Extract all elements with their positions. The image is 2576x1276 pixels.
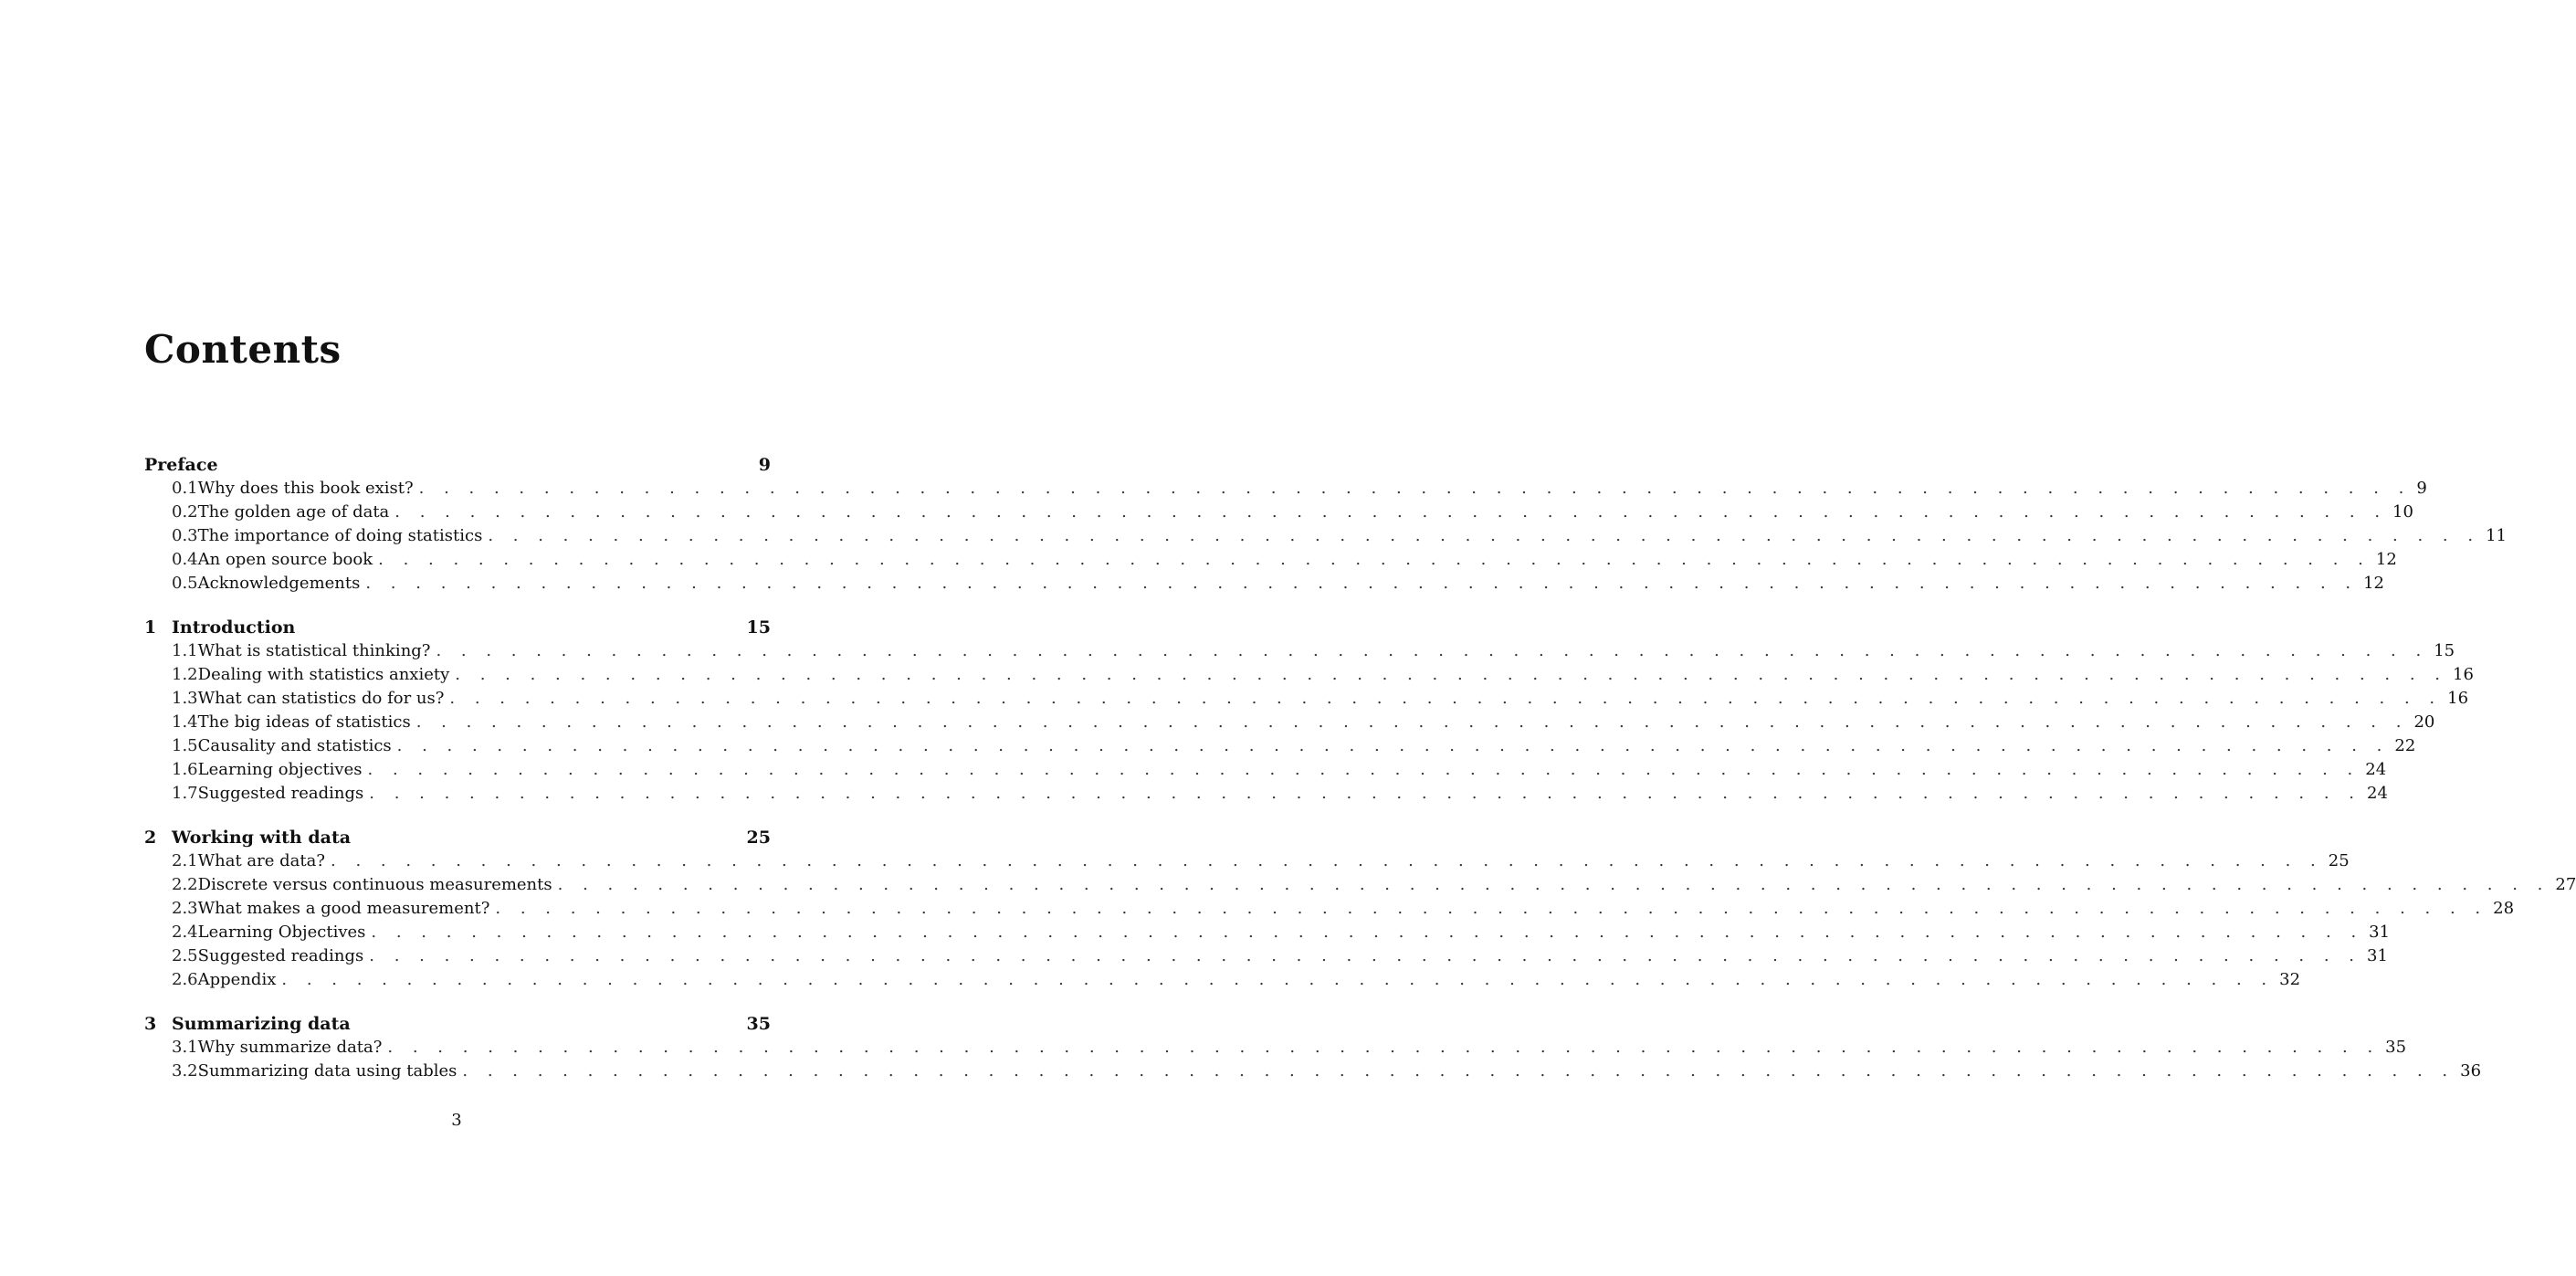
toc-section-entry[interactable] (144, 782, 2388, 806)
page-number: 3 (451, 1111, 462, 1130)
section-number: 0.2 (172, 502, 198, 522)
toc-section-entry[interactable] (144, 572, 2385, 596)
dot-leader: . . . . . . . . . . . . . . . . . . . . . . . . . . . . . . . . . . . . . . . . . . . . . . . . . . . . . . . . . . . . . . . . . . . . . . . . . . . . . . . . (378, 550, 2371, 569)
chapter-number: 3 (144, 1014, 157, 1034)
toc-section-entry[interactable] (144, 501, 2413, 524)
section-page-number: 31 (2369, 923, 2391, 942)
chapter-title: Preface (144, 455, 218, 475)
section-page-number: 36 (2460, 1061, 2482, 1081)
toc-section-entry[interactable] (144, 639, 2455, 663)
dot-leader: . . . . . . . . . . . . . . . . . . . . . . . . . . . . . . . . . . . . . . . . . . . . . . . . . . . . . . . . . . . . . . . . . . . . . . . . . . . . . . . . (449, 689, 2443, 708)
section-page-number: 22 (2394, 736, 2416, 755)
chapter-title: Working with data (172, 828, 352, 848)
section-title: Suggested readings (197, 946, 364, 965)
chapter-page-number: 15 (746, 617, 771, 638)
chapter-page-number: 25 (746, 828, 771, 848)
chapter-number: 2 (144, 828, 157, 848)
chapter-page-number: 35 (746, 1014, 771, 1034)
section-number: 1.4 (172, 712, 198, 732)
section-number: 2.6 (172, 970, 198, 989)
toc-section-entry[interactable] (144, 524, 2507, 548)
toc-chapter (144, 826, 2576, 992)
toc-section-entry[interactable] (144, 873, 2576, 897)
toc-section-entry[interactable] (144, 758, 2387, 782)
toc-section-entry[interactable] (144, 734, 2416, 758)
section-title: What makes a good measurement? (197, 899, 490, 918)
toc-section-entry[interactable] (144, 1036, 2407, 1060)
toc-section-entry[interactable] (144, 548, 2397, 572)
section-title: Discrete versus continuous measurements (197, 875, 552, 894)
page-title: Contents (144, 327, 342, 372)
toc-chapter-entry[interactable] (144, 1012, 771, 1036)
dot-leader: . . . . . . . . . . . . . . . . . . . . . . . . . . . . . . . . . . . . . . . . . . . . . . . . . . . . . . . . . . . . . . . . . . . . . . . . . . . . . . . . (365, 574, 2359, 593)
section-title: What are data? (197, 851, 325, 870)
toc-section-entry[interactable] (144, 663, 2474, 687)
section-title: Summarizing data using tables (197, 1061, 457, 1081)
section-title: Learning Objectives (197, 923, 366, 942)
section-page-number: 12 (2363, 574, 2385, 593)
chapter-page-number: 9 (758, 455, 771, 475)
section-number: 3.2 (172, 1061, 198, 1081)
section-title: Dealing with statistics anxiety (197, 665, 450, 684)
dot-leader: . . . . . . . . . . . . . . . . . . . . . . . . . . . . . . . . . . . . . . . . . . . . . . . . . . . . . . . . . . . . . . . . . . . . . . . . . . . . . . . . (369, 946, 2361, 965)
dot-leader: . . . . . . . . . . . . . . . . . . . . . . . . . . . . . . . . . . . . . . . . . . . . . . . . . . . . . . . . . . . . . . . . . . . . . . . . . . . . . . . . (436, 641, 2429, 660)
chapter-title: Introduction (172, 617, 296, 638)
section-page-number: 11 (2486, 526, 2507, 545)
section-title: Why does this book exist? (197, 479, 414, 498)
section-title: Acknowledgements (197, 574, 361, 593)
dot-leader: . . . . . . . . . . . . . . . . . . . . . . . . . . . . . . . . . . . . . . . . . . . . . . . . . . . . . . . . . . . . . . . . . . . . . . . . . . . . . . . . (462, 1061, 2455, 1081)
dot-leader: . . . . . . . . . . . . . . . . . . . . . . . . . . . . . . . . . . . . . . . . . . . . . . . . . . . . . . . . . . . . . . . . . . . . . . . . . . . . . . . . (281, 970, 2275, 989)
section-page-number: 27 (2555, 875, 2576, 894)
section-number: 2.3 (172, 899, 198, 918)
section-page-number: 15 (2434, 641, 2455, 660)
toc-section-entry[interactable] (144, 944, 2388, 968)
toc-section-entry[interactable] (144, 687, 2469, 711)
section-number: 1.7 (172, 784, 198, 803)
toc-chapter (144, 1012, 2482, 1083)
section-number: 0.1 (172, 479, 198, 498)
toc-chapter (144, 616, 2474, 806)
dot-leader: . . . . . . . . . . . . . . . . . . . . . . . . . . . . . . . . . . . . . . . . . . . . . . . . . . . . . . . . . . . . . . . . . . . . . . . . . . . . . . . . (488, 526, 2481, 545)
section-number: 2.5 (172, 946, 198, 965)
section-title: Why summarize data? (197, 1038, 383, 1057)
section-number: 1.2 (172, 665, 198, 684)
toc-section-entry[interactable] (144, 968, 2301, 992)
dot-leader: . . . . . . . . . . . . . . . . . . . . . . . . . . . . . . . . . . . . . . . . . . . . . . . . . . . . . . . . . . . . . . . . . . . . . . . . . . . . . . . . (415, 712, 2409, 732)
dot-leader: . . . . . . . . . . . . . . . . . . . . . . . . . . . . . . . . . . . . . . . . . . . . . . . . . . . . . . . . . . . . . . . . . . . . . . . . . . . . . . . . (369, 784, 2361, 803)
toc-section-entry[interactable] (144, 849, 2350, 873)
chapter-title: Summarizing data (172, 1014, 351, 1034)
section-page-number: 12 (2375, 550, 2397, 569)
section-page-number: 24 (2367, 784, 2388, 803)
section-page-number: 16 (2453, 665, 2474, 684)
section-page-number: 31 (2367, 946, 2388, 965)
section-title: What can statistics do for us? (197, 689, 445, 708)
section-number: 1.6 (172, 760, 198, 779)
section-number: 2.1 (172, 851, 198, 870)
dot-leader: . . . . . . . . . . . . . . . . . . . . . . . . . . . . . . . . . . . . . . . . . . . . . . . . . . . . . . . . . . . . . . . . . . . . . . . . . . . . . . . . (557, 875, 2550, 894)
toc-chapter-entry[interactable] (144, 616, 771, 639)
section-title: Appendix (197, 970, 277, 989)
chapter-number: 1 (144, 617, 157, 638)
section-title: The golden age of data (197, 502, 390, 522)
section-number: 2.2 (172, 875, 198, 894)
toc-chapter-entry[interactable] (144, 453, 771, 477)
section-page-number: 16 (2447, 689, 2469, 708)
section-page-number: 35 (2385, 1038, 2407, 1057)
dot-leader: . . . . . . . . . . . . . . . . . . . . . . . . . . . . . . . . . . . . . . . . . . . . . . . . . . . . . . . . . . . . . . . . . . . . . . . . . . . . . . . . (331, 851, 2323, 870)
section-title: The importance of doing statistics (197, 526, 483, 545)
section-title: Suggested readings (197, 784, 364, 803)
dot-leader: . . . . . . . . . . . . . . . . . . . . . . . . . . . . . . . . . . . . . . . . . . . . . . . . . . . . . . . . . . . . . . . . . . . . . . . . . . . . . . . . (367, 760, 2360, 779)
section-number: 3.1 (172, 1038, 198, 1057)
section-number: 0.3 (172, 526, 198, 545)
dot-leader: . . . . . . . . . . . . . . . . . . . . . . . . . . . . . . . . . . . . . . . . . . . . . . . . . . . . . . . . . . . . . . . . . . . . . . . . . . . . . . . . (495, 899, 2488, 918)
section-page-number: 9 (2416, 479, 2427, 498)
section-number: 1.3 (172, 689, 198, 708)
dot-leader: . . . . . . . . . . . . . . . . . . . . . . . . . . . . . . . . . . . . . . . . . . . . . . . . . . . . . . . . . . . . . . . . . . . . . . . . . . . . . . . . (394, 502, 2388, 522)
table-of-contents (144, 453, 2576, 1103)
section-title: An open source book (197, 550, 373, 569)
dot-leader: . . . . . . . . . . . . . . . . . . . . . . . . . . . . . . . . . . . . . . . . . . . . . . . . . . . . . . . . . . . . . . . . . . . . . . . . . . . . . . . . (396, 736, 2390, 755)
section-page-number: 32 (2279, 970, 2301, 989)
toc-section-entry[interactable] (144, 1060, 2482, 1083)
dot-leader: . . . . . . . . . . . . . . . . . . . . . . . . . . . . . . . . . . . . . . . . . . . . . . . . . . . . . . . . . . . . . . . . . . . . . . . . . . . . . . . . (387, 1038, 2381, 1057)
toc-section-entry[interactable] (144, 921, 2391, 944)
section-page-number: 28 (2493, 899, 2515, 918)
section-number: 1.1 (172, 641, 198, 660)
section-number: 1.5 (172, 736, 198, 755)
section-number: 2.4 (172, 923, 198, 942)
section-title: What is statistical thinking? (197, 641, 431, 660)
toc-chapter-entry[interactable] (144, 826, 771, 849)
dot-leader: . . . . . . . . . . . . . . . . . . . . . . . . . . . . . . . . . . . . . . . . . . . . . . . . . . . . . . . . . . . . . . . . . . . . . . . . . . . . . . . . (418, 479, 2412, 498)
toc-chapter (144, 453, 2507, 596)
section-page-number: 10 (2392, 502, 2413, 522)
toc-section-entry[interactable] (144, 897, 2515, 921)
section-page-number: 24 (2365, 760, 2387, 779)
section-number: 0.4 (172, 550, 198, 569)
section-page-number: 25 (2328, 851, 2350, 870)
section-page-number: 20 (2413, 712, 2435, 732)
section-number: 0.5 (172, 574, 198, 593)
section-title: Learning objectives (197, 760, 363, 779)
dot-leader: . . . . . . . . . . . . . . . . . . . . . . . . . . . . . . . . . . . . . . . . . . . . . . . . . . . . . . . . . . . . . . . . . . . . . . . . . . . . . . . . (455, 665, 2448, 684)
toc-section-entry[interactable] (144, 477, 2427, 501)
section-title: The big ideas of statistics (197, 712, 411, 732)
section-title: Causality and statistics (197, 736, 392, 755)
dot-leader: . . . . . . . . . . . . . . . . . . . . . . . . . . . . . . . . . . . . . . . . . . . . . . . . . . . . . . . . . . . . . . . . . . . . . . . . . . . . . . . . (371, 923, 2364, 942)
toc-section-entry[interactable] (144, 711, 2435, 734)
